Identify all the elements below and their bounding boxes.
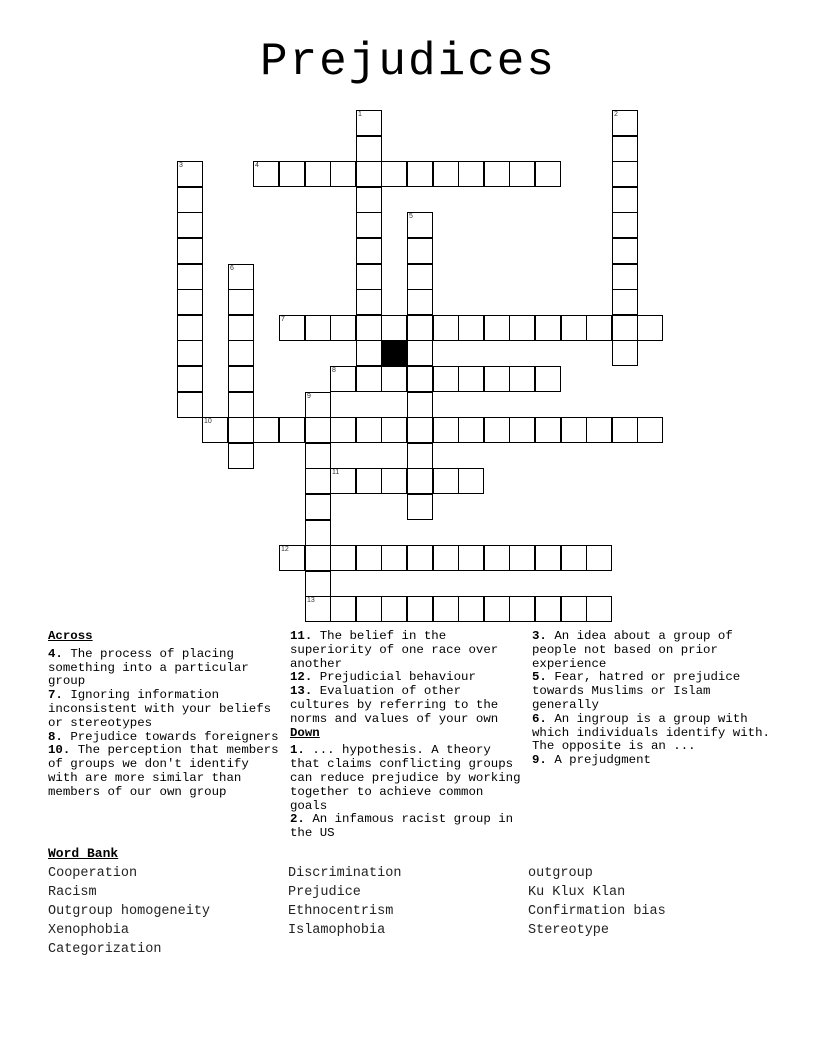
crossword-cell[interactable]: [305, 392, 331, 418]
crossword-cell[interactable]: [330, 468, 356, 494]
crossword-cell[interactable]: [509, 161, 535, 187]
crossword-cell[interactable]: [612, 340, 638, 366]
crossword-cell[interactable]: [279, 315, 305, 341]
clue-number: 7: [281, 316, 285, 323]
down-heading: Down: [290, 725, 320, 740]
word-bank-item: Racism: [48, 885, 97, 900]
crossword-cell[interactable]: [433, 596, 459, 622]
crossword-cell[interactable]: [407, 443, 433, 469]
word-bank-item: Outgroup homogeneity: [48, 904, 211, 919]
crossword-cell[interactable]: [356, 545, 382, 571]
crossword-cell[interactable]: [330, 366, 356, 392]
clue-number: 3: [179, 162, 183, 169]
crossword-cell[interactable]: [356, 596, 382, 622]
crossword-cell[interactable]: [484, 366, 510, 392]
crossword-cell[interactable]: [433, 417, 459, 443]
crossword-cell[interactable]: [535, 545, 561, 571]
crossword-cell[interactable]: [356, 289, 382, 315]
crossword-cell[interactable]: [356, 136, 382, 162]
clue-number: 8: [332, 367, 336, 374]
word-bank-item: Islamophobia: [288, 923, 386, 938]
crossword-cell[interactable]: [228, 417, 254, 443]
crossword-cell[interactable]: [228, 315, 254, 341]
crossword-cell[interactable]: [177, 340, 203, 366]
crossword-cell[interactable]: [305, 494, 331, 520]
crossword-cell[interactable]: [356, 366, 382, 392]
crossword-cell[interactable]: [433, 468, 459, 494]
crossword-cell[interactable]: [279, 545, 305, 571]
clue-across-12: 12. Prejudicial behaviour: [290, 670, 476, 685]
crossword-cell[interactable]: [407, 417, 433, 443]
word-bank-item: outgroup: [528, 866, 593, 881]
crossword-cell[interactable]: [561, 545, 587, 571]
crossword-cell[interactable]: [407, 366, 433, 392]
clue-number: 4: [255, 162, 259, 169]
crossword-cell[interactable]: [407, 545, 433, 571]
crossword-cell[interactable]: [228, 289, 254, 315]
clue-down-6: 6. An ingroup is a group with which individuals identify with. The opposite is an ...: [532, 711, 770, 754]
clue-number: 1: [358, 111, 362, 118]
crossword-cell[interactable]: [177, 161, 203, 187]
crossword-cell[interactable]: [356, 417, 382, 443]
crossword-cell[interactable]: [407, 238, 433, 264]
word-bank-item: Confirmation bias: [528, 904, 666, 919]
crossword-cell[interactable]: [253, 161, 279, 187]
crossword-cell[interactable]: [612, 212, 638, 238]
crossword-cell[interactable]: [407, 468, 433, 494]
crossword-cell[interactable]: [381, 596, 407, 622]
crossword-cell[interactable]: [509, 596, 535, 622]
crossword-cell[interactable]: [279, 161, 305, 187]
crossword-cell[interactable]: [305, 571, 331, 597]
crossword-cell[interactable]: [305, 443, 331, 469]
crossword-cell[interactable]: [484, 315, 510, 341]
clue-across-4: 4. The process of placing something into a particular group: [48, 646, 249, 689]
clue-across-11: 11. The belief in the superiority of one race over another: [290, 629, 499, 671]
crossword-cell[interactable]: [637, 417, 663, 443]
word-bank-item: Ethnocentrism: [288, 904, 394, 919]
word-bank-heading: Word Bank: [48, 846, 119, 861]
crossword-cell[interactable]: [356, 161, 382, 187]
clue-across-10: 10. The perception that members of groups we don't identify with are more similar than members of our own group: [48, 743, 279, 799]
crossword-cell[interactable]: [484, 545, 510, 571]
crossword-cell[interactable]: [586, 417, 612, 443]
crossword-cell[interactable]: [177, 366, 203, 392]
crossword-cell[interactable]: [330, 161, 356, 187]
crossword-cell[interactable]: [305, 417, 331, 443]
crossword-cell[interactable]: [612, 264, 638, 290]
crossword-cell[interactable]: [433, 315, 459, 341]
clue-down-5: 5. Fear, hatred or prejudice towards Muslims or Islam generally: [532, 670, 741, 712]
crossword-cell[interactable]: [407, 289, 433, 315]
crossword-cell[interactable]: [535, 417, 561, 443]
word-bank-item: Cooperation: [48, 866, 138, 881]
crossword-cell[interactable]: [407, 315, 433, 341]
crossword-cell[interactable]: [228, 443, 254, 469]
crossword-cell[interactable]: [561, 596, 587, 622]
word-bank-item: Discrimination: [288, 866, 402, 881]
crossword-cell[interactable]: [484, 161, 510, 187]
crossword-cell[interactable]: [484, 417, 510, 443]
crossword-cell[interactable]: [253, 417, 279, 443]
crossword-cell[interactable]: [535, 161, 561, 187]
crossword-cell[interactable]: [612, 289, 638, 315]
crossword-cell[interactable]: [202, 417, 228, 443]
crossword-cell[interactable]: [458, 596, 484, 622]
crossword-cell[interactable]: [509, 417, 535, 443]
crossword-cell[interactable]: [177, 187, 203, 213]
crossword-cell[interactable]: [535, 315, 561, 341]
crossword-cell[interactable]: [177, 212, 203, 238]
crossword-cell[interactable]: [433, 161, 459, 187]
crossword-cell[interactable]: [305, 520, 331, 546]
clue-across-13: 13. Evaluation of other cultures by referring to the norms and values of your own: [290, 684, 499, 726]
crossword-cell[interactable]: [356, 340, 382, 366]
word-bank-column-2: [288, 864, 528, 940]
crossword-cell[interactable]: [561, 417, 587, 443]
crossword-cell[interactable]: [509, 315, 535, 341]
crossword-cell[interactable]: [458, 545, 484, 571]
clues-column-1: [48, 630, 280, 800]
clue-number: 9: [307, 393, 311, 400]
clue-number: 13: [307, 597, 315, 604]
crossword-cell[interactable]: [612, 110, 638, 136]
crossword-cell[interactable]: [330, 545, 356, 571]
clue-number: 12: [281, 546, 289, 553]
clue-down-3: 3. An idea about a group of people not based on prior experience: [532, 629, 733, 671]
clue-across-7: 7. Ignoring information inconsistent with your beliefs or stereotypes: [48, 688, 272, 730]
crossword-cell[interactable]: [305, 545, 331, 571]
crossword-cell[interactable]: [330, 596, 356, 622]
word-bank-item: Prejudice: [288, 885, 361, 900]
crossword-cell[interactable]: [356, 110, 382, 136]
crossword-cell[interactable]: [305, 161, 331, 187]
crossword-cell[interactable]: [381, 417, 407, 443]
clue-across-8: 8. Prejudice towards foreigners: [48, 729, 279, 744]
clue-number: 5: [409, 213, 413, 220]
crossword-cell[interactable]: [484, 596, 510, 622]
crossword-cell[interactable]: [509, 545, 535, 571]
crossword-cell[interactable]: [612, 136, 638, 162]
crossword-cell[interactable]: [612, 161, 638, 187]
crossword-cell[interactable]: [407, 212, 433, 238]
crossword-cell[interactable]: [279, 417, 305, 443]
crossword-cell[interactable]: [561, 315, 587, 341]
word-bank-column-1: [48, 864, 288, 959]
crossword-cell[interactable]: [330, 417, 356, 443]
clue-down-1: 1. ... hypothesis. A theory that claims conflicting groups can reduce prejudice by working together to achieve common goals: [290, 743, 521, 813]
crossword-cell[interactable]: [407, 340, 433, 366]
crossword-cell[interactable]: [407, 596, 433, 622]
crossword-cell[interactable]: [509, 366, 535, 392]
clues-column-2: [290, 630, 526, 841]
crossword-cell[interactable]: [356, 264, 382, 290]
crossword-cell[interactable]: [458, 417, 484, 443]
crossword-cell[interactable]: [458, 315, 484, 341]
crossword-cell[interactable]: [612, 417, 638, 443]
clue-number: 2: [614, 111, 618, 118]
crossword-cell[interactable]: [612, 187, 638, 213]
crossword-cell[interactable]: [305, 468, 331, 494]
crossword-cell[interactable]: [381, 366, 407, 392]
crossword-cell[interactable]: [407, 161, 433, 187]
page-title: Prejudices: [259, 36, 557, 88]
crossword-cell[interactable]: [586, 315, 612, 341]
crossword-cell[interactable]: [407, 494, 433, 520]
crossword-cell[interactable]: [356, 212, 382, 238]
clue-down-2: 2. An infamous racist group in the US: [290, 812, 514, 841]
crossword-cell[interactable]: [330, 315, 356, 341]
across-heading: Across: [48, 629, 93, 643]
word-bank-item: Categorization: [48, 942, 162, 957]
crossword-cell[interactable]: [381, 545, 407, 571]
crossword-cell[interactable]: [458, 468, 484, 494]
crossword-cell[interactable]: [177, 315, 203, 341]
crossword-cell[interactable]: [228, 392, 254, 418]
clue-number: 10: [204, 418, 212, 425]
crossword-cell[interactable]: [586, 545, 612, 571]
crossword-cell[interactable]: [228, 366, 254, 392]
crossword-cell[interactable]: [381, 161, 407, 187]
crossword-cell[interactable]: [407, 264, 433, 290]
clue-number: 11: [332, 469, 340, 476]
word-bank-column-3: [528, 864, 768, 940]
crossword-cell[interactable]: [612, 315, 638, 341]
clue-down-9: 9. A prejudgment: [532, 753, 651, 768]
crossword-cell[interactable]: [305, 315, 331, 341]
clue-number: 6: [230, 265, 234, 272]
crossword-cell[interactable]: [228, 340, 254, 366]
crossword-cell[interactable]: [381, 315, 407, 341]
crossword-cell[interactable]: [356, 468, 382, 494]
crossword-cell[interactable]: [177, 264, 203, 290]
crossword-cell[interactable]: [637, 315, 663, 341]
crossword-cell[interactable]: [356, 315, 382, 341]
crossword-cell[interactable]: [535, 596, 561, 622]
crossword-cell[interactable]: [458, 366, 484, 392]
crossword-cell[interactable]: [381, 468, 407, 494]
crossword-cell[interactable]: [458, 161, 484, 187]
crossword-cell[interactable]: [177, 392, 203, 418]
crossword-cell[interactable]: [612, 238, 638, 264]
clues-column-3: [532, 630, 772, 768]
crossword-cell[interactable]: [535, 366, 561, 392]
crossword-cell[interactable]: [433, 545, 459, 571]
crossword-cell[interactable]: [407, 392, 433, 418]
crossword-cell[interactable]: [356, 238, 382, 264]
crossword-cell[interactable]: [433, 366, 459, 392]
crossword-block: [381, 340, 407, 366]
word-bank-item: Stereotype: [528, 923, 610, 938]
word-bank-item: Ku Klux Klan: [528, 885, 626, 900]
crossword-cell[interactable]: [586, 596, 612, 622]
word-bank-item: Xenophobia: [48, 923, 130, 938]
crossword-cell[interactable]: [305, 596, 331, 622]
crossword-cell[interactable]: [177, 238, 203, 264]
crossword-cell[interactable]: [177, 289, 203, 315]
crossword-cell[interactable]: [228, 264, 254, 290]
crossword-cell[interactable]: [356, 187, 382, 213]
